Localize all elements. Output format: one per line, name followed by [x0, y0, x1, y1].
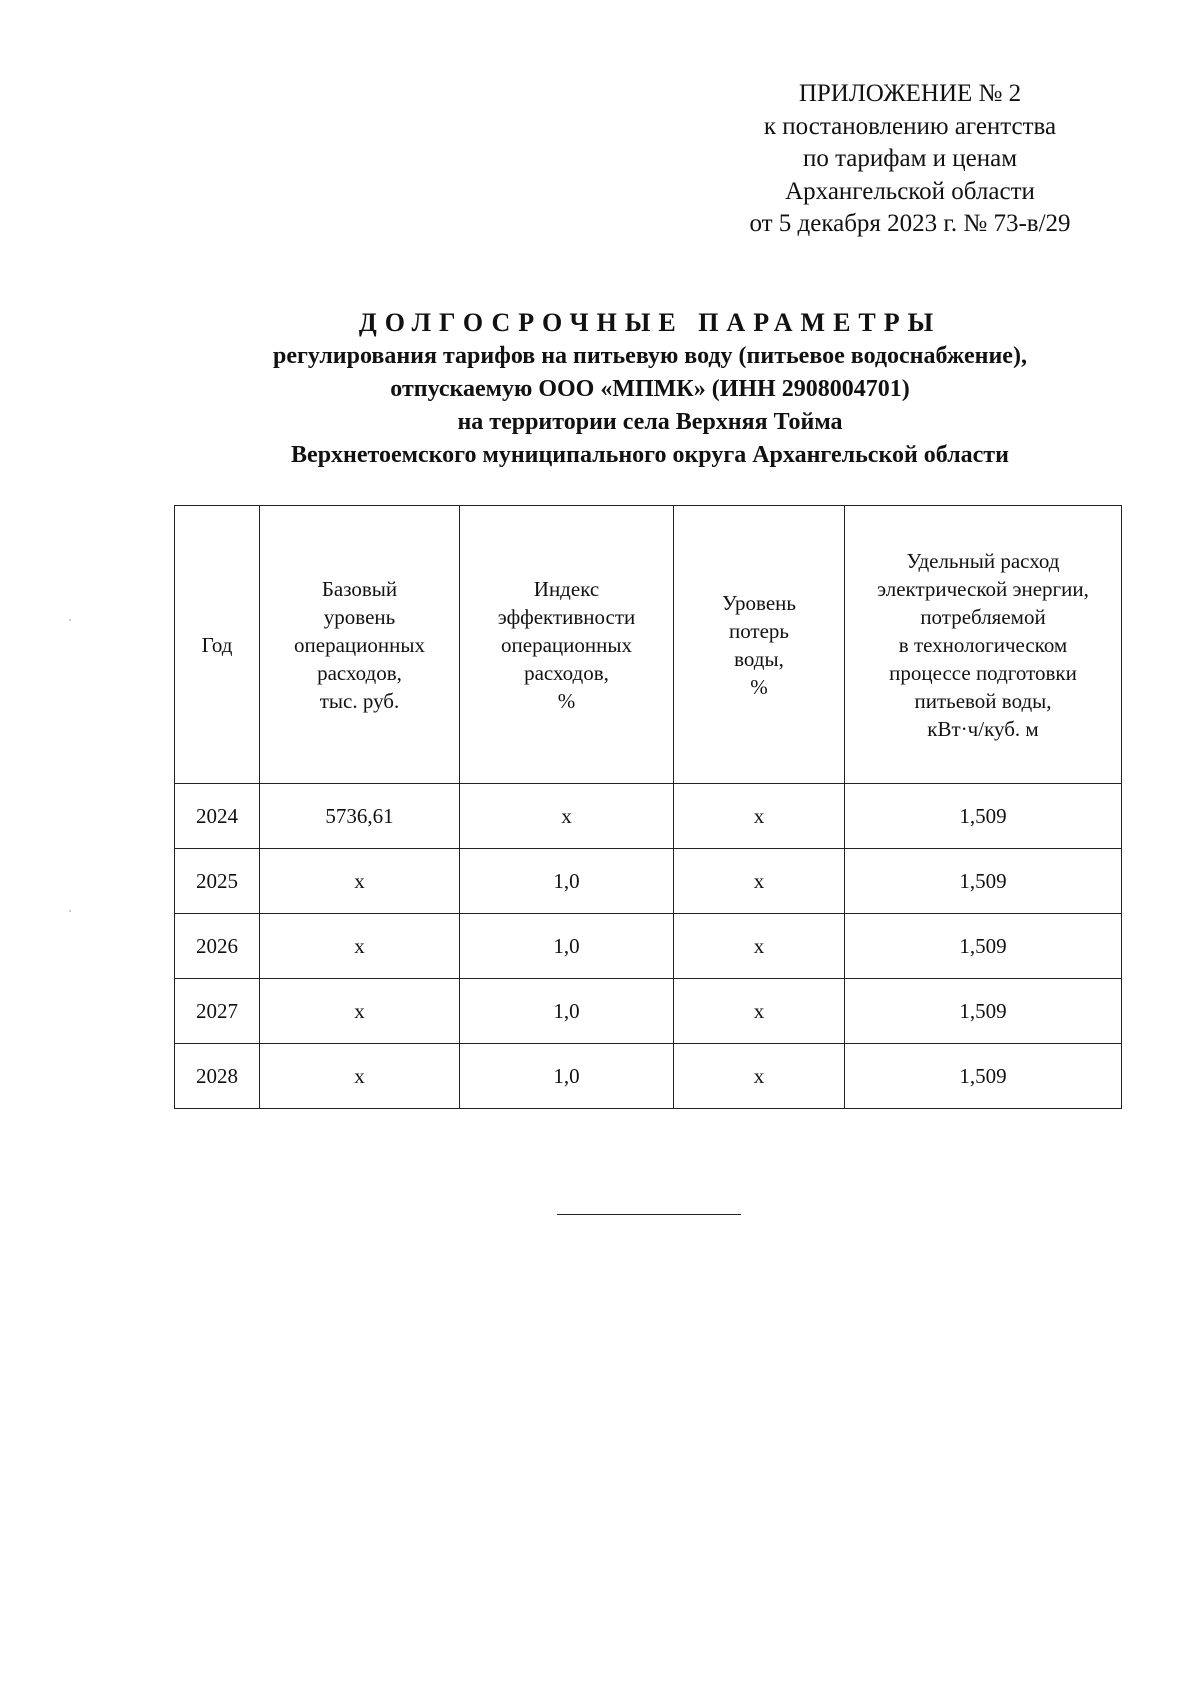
- table-cell: х: [260, 1044, 460, 1109]
- table-cell: 1,0: [460, 979, 674, 1044]
- table-cell: х: [260, 914, 460, 979]
- scan-artifact: [69, 910, 71, 912]
- table-body: [175, 784, 1122, 1109]
- year-cell: 2026: [175, 914, 260, 979]
- table-cell: х: [260, 849, 460, 914]
- column-header: [674, 506, 845, 784]
- year-cell: 2025: [175, 849, 260, 914]
- column-header-line: Базовый: [321, 576, 398, 601]
- table-cell: 1,509: [845, 914, 1122, 979]
- column-header-line: Год: [201, 632, 233, 657]
- title-subtitle-line: Верхнетоемского муниципального округа Архангельской области: [291, 442, 1009, 468]
- table-row: [175, 979, 1122, 1044]
- table-header: [175, 506, 1122, 784]
- appendix-ref-line: по тарифам и ценам: [802, 145, 1018, 172]
- table-cell: х: [674, 914, 845, 979]
- table-cell: х: [674, 979, 845, 1044]
- table-cell: 1,509: [845, 849, 1122, 914]
- table-cell: 1,0: [460, 849, 674, 914]
- scan-artifact: [69, 619, 71, 621]
- table-cell: х: [460, 784, 674, 849]
- table-cell: х: [674, 784, 845, 849]
- table-row: [175, 784, 1122, 849]
- column-header-line: потребляемой: [920, 604, 1046, 629]
- table-cell: х: [674, 1044, 845, 1109]
- column-header-line: операционных: [501, 632, 632, 657]
- column-header-line: кВт·ч/куб. м: [927, 716, 1039, 741]
- column-header-line: эффективности: [497, 604, 636, 629]
- title-main: ДОЛГОСРОЧНЫЕ ПАРАМЕТРЫ: [358, 308, 942, 337]
- column-header-line: потерь: [728, 618, 790, 643]
- table-cell: 1,0: [460, 914, 674, 979]
- column-header-line: в технологическом: [898, 632, 1068, 657]
- column-header-line: Удельный расход: [906, 548, 1060, 573]
- appendix-number: ПРИЛОЖЕНИЕ № 2: [798, 80, 1022, 107]
- column-header-line: Уровень: [722, 590, 796, 615]
- column-header: [460, 506, 674, 784]
- appendix-ref-line: к постановлению агентства: [763, 112, 1057, 140]
- table-cell: 1,509: [845, 1044, 1122, 1109]
- table-cell: 5736,61: [260, 784, 460, 849]
- year-cell: 2028: [175, 1044, 260, 1109]
- column-header-line: питьевой воды,: [914, 688, 1052, 713]
- year-cell: 2024: [175, 784, 260, 849]
- header-row: [175, 506, 1122, 784]
- table-row: [175, 849, 1122, 914]
- appendix-date-line: от 5 декабря 2023 г. № 73-в/29: [749, 210, 1071, 237]
- column-header-line: воды,: [734, 646, 784, 671]
- table-cell: 1,0: [460, 1044, 674, 1109]
- closing-divider-line: [557, 1214, 741, 1215]
- title-subtitle-line: отпускаемую ООО «МПМК» (ИНН 2908004701): [390, 376, 910, 402]
- column-header-line: Индекс: [533, 576, 600, 601]
- column-header-line: электрической энергии,: [877, 576, 1089, 601]
- column-header-line: расходов,: [524, 660, 609, 685]
- table-cell: 1,509: [845, 784, 1122, 849]
- column-header-line: %: [750, 674, 768, 699]
- column-header: [175, 506, 260, 784]
- table-cell: 1,509: [845, 979, 1122, 1044]
- table-row: [175, 914, 1122, 979]
- column-header-line: процессе подготовки: [889, 660, 1077, 685]
- appendix-ref-line: Архангельской области: [785, 177, 1035, 205]
- column-header: [260, 506, 460, 784]
- column-header: [845, 506, 1122, 784]
- title-subtitle-line: регулирования тарифов на питьевую воду (питьевое водоснабжение),: [273, 343, 1027, 369]
- title-subtitle-line: на территории села Верхняя Тойма: [457, 409, 843, 435]
- appendix-block: [700, 78, 1120, 241]
- document-title: [100, 306, 1200, 472]
- column-header-line: тыс. руб.: [319, 688, 400, 713]
- column-header-line: расходов,: [317, 660, 402, 685]
- parameters-table: [174, 505, 1122, 1109]
- table-row: [175, 1044, 1122, 1109]
- column-header-line: уровень: [323, 604, 396, 629]
- table-cell: х: [674, 849, 845, 914]
- column-header-line: операционных: [294, 632, 425, 657]
- column-header-line: %: [557, 688, 576, 713]
- table-cell: х: [260, 979, 460, 1044]
- year-cell: 2027: [175, 979, 260, 1044]
